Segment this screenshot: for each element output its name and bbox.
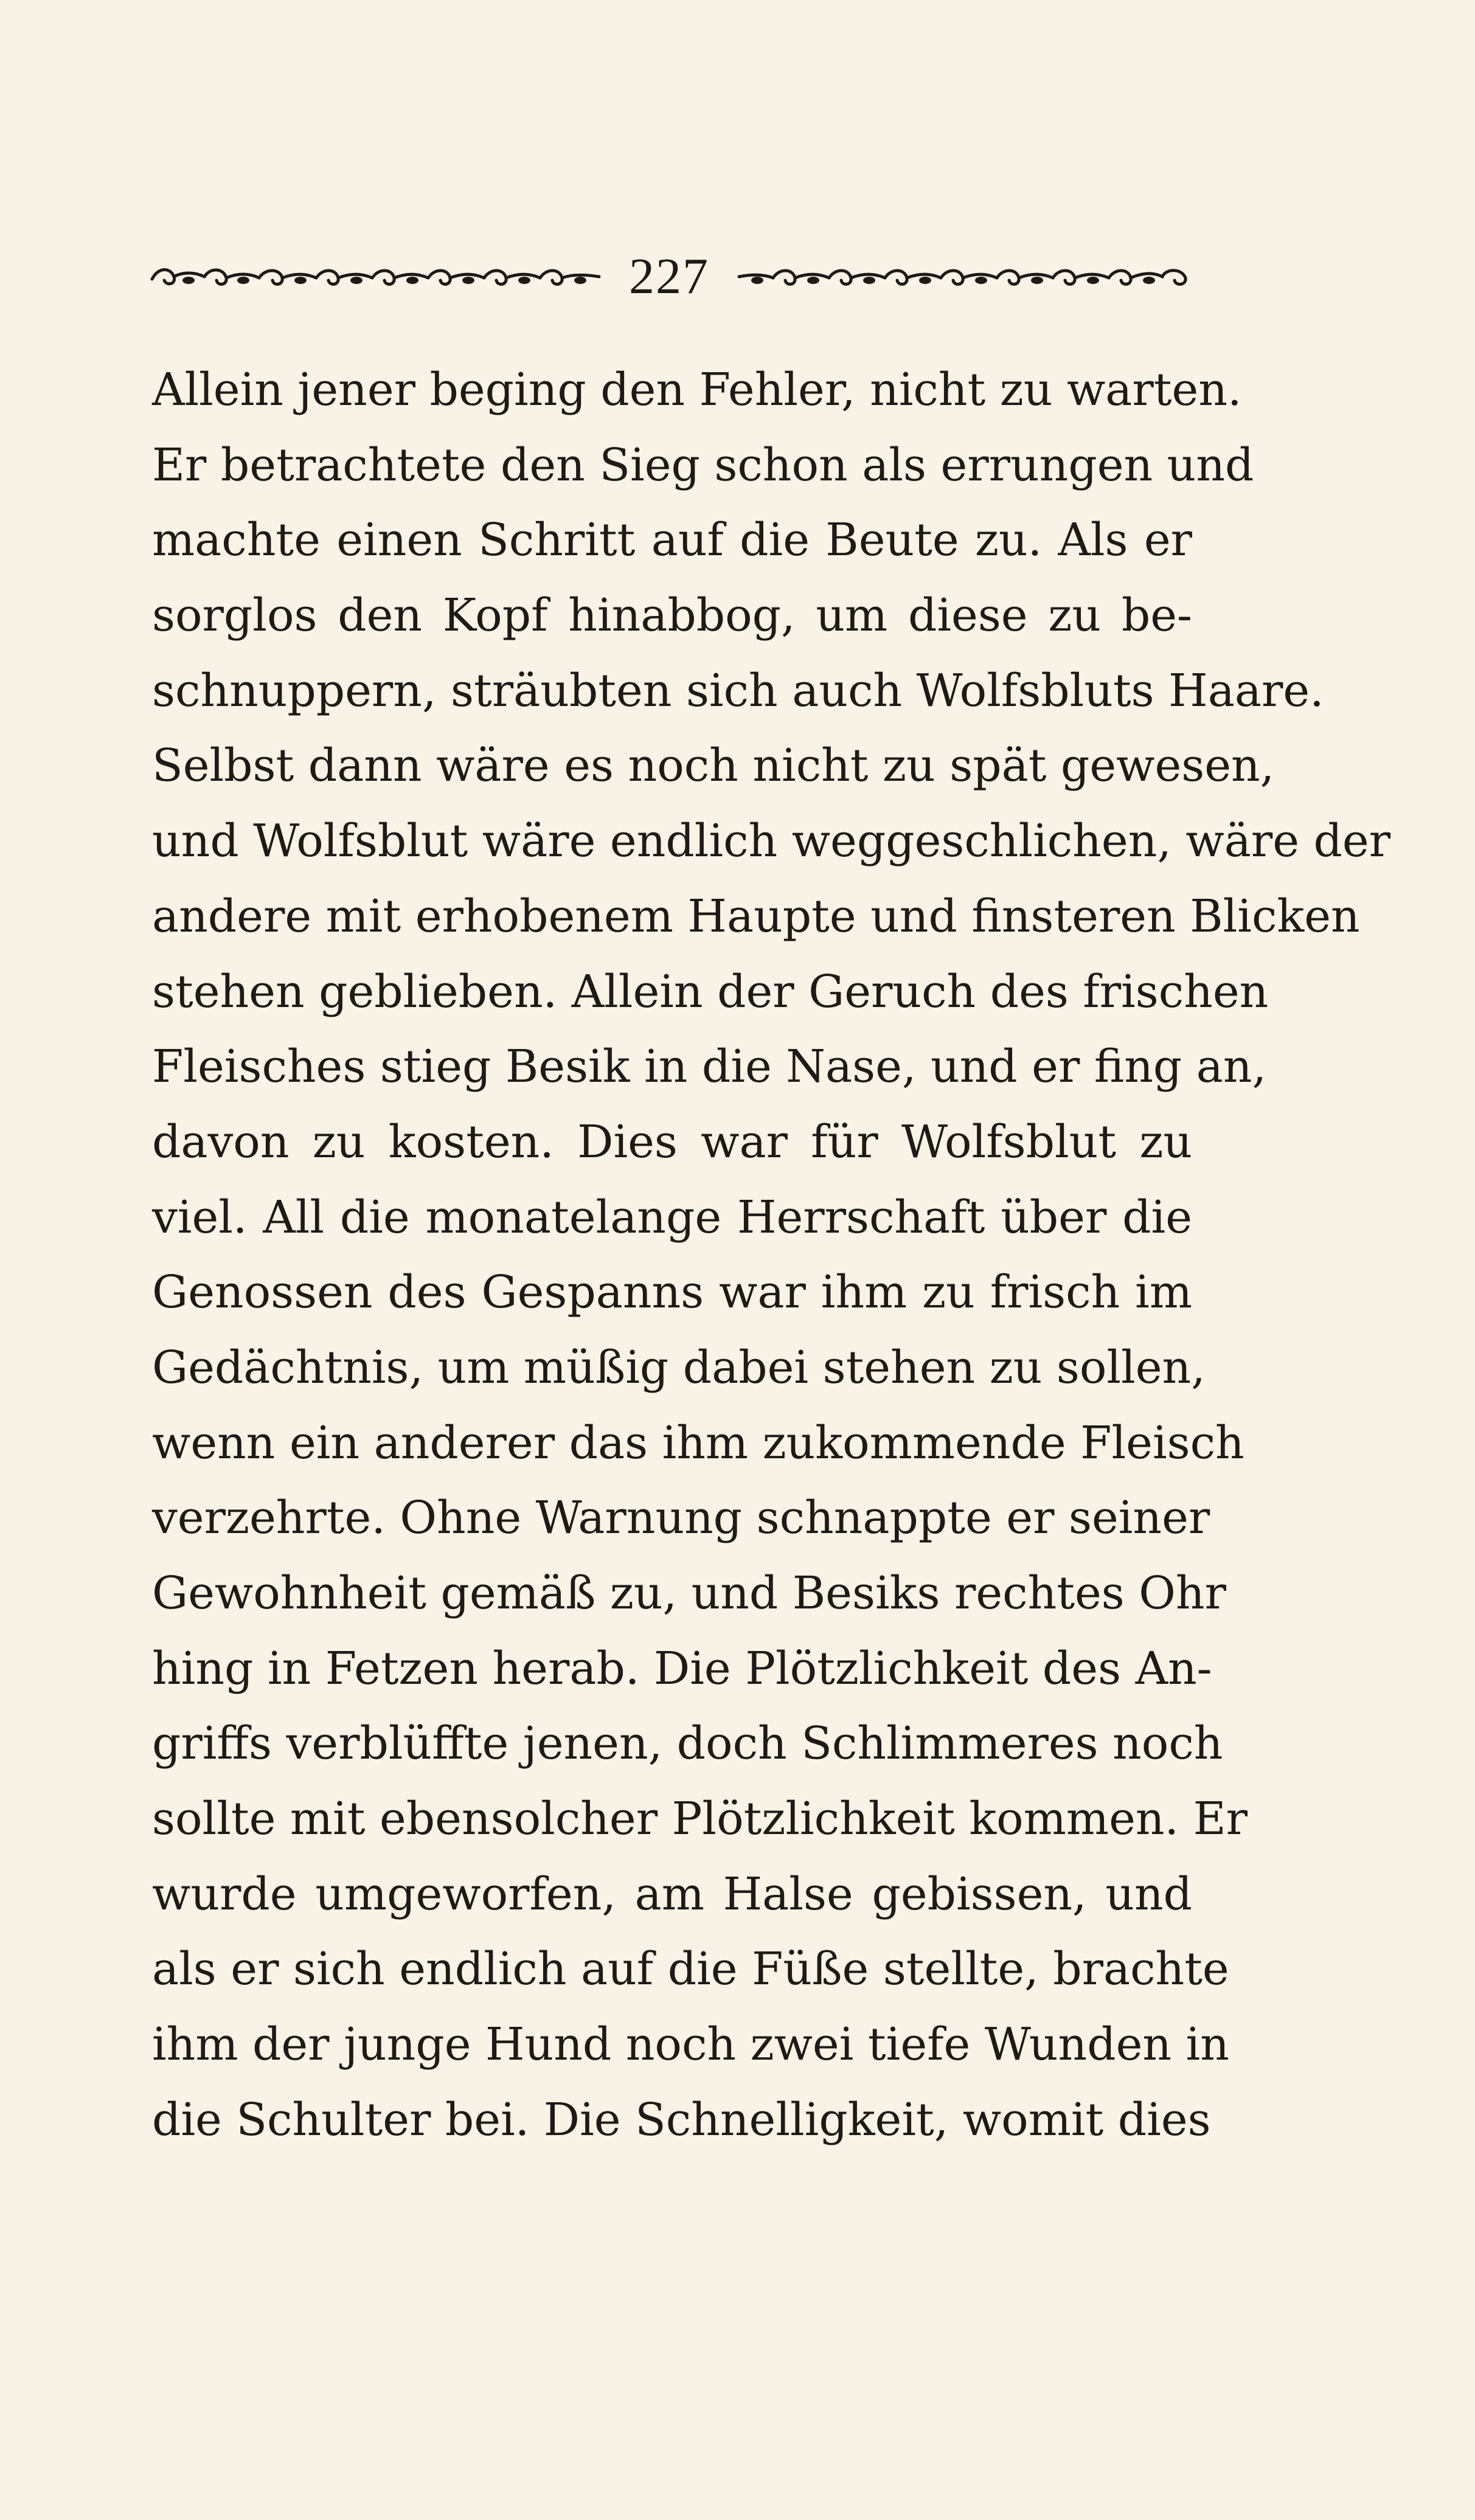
- text-line: Genossen des Gespanns war ihm zu frisch im: [152, 1266, 1192, 1319]
- text-line: verzehrte. Ohne Warnung schnappte er seiner: [152, 1492, 1210, 1545]
- text-line: die Schulter bei. Die Schnelligkeit, womit dies: [152, 2093, 1211, 2146]
- text-line: wurde umgeworfen, am Halse gebissen, und: [152, 1868, 1192, 1920]
- text-line: hing in Fetzen herab. Die Plötzlichkeit des An-: [152, 1642, 1212, 1695]
- text-line: Gewohnheit gemäß zu, und Besiks rechtes Ohr: [152, 1567, 1226, 1619]
- text-line: andere mit erhobenem Haupte und finsteren Blicken: [152, 890, 1360, 943]
- text-line: griffs verblüffte jenen, doch Schlimmeres noch: [152, 1717, 1223, 1770]
- text-line: Er betrachtete den Sieg schon als errungen und: [152, 438, 1254, 491]
- text-line: davon zu kosten. Dies war für Wolfsblut zu: [152, 1115, 1192, 1168]
- text-line: schnuppern, sträubten sich auch Wolfsbluts Haare.: [152, 664, 1324, 717]
- text-line: sorglos den Kopf hinabbog, um diese zu be-: [152, 589, 1192, 642]
- text-line: stehen geblieben. Allein der Geruch des frischen: [152, 965, 1269, 1018]
- page-header: [146, 240, 1192, 313]
- right-ornament-icon: [733, 258, 1192, 295]
- page-number: 227: [629, 248, 709, 305]
- text-line: Fleisches stieg Besik in die Nase, und er fing an,: [152, 1040, 1267, 1093]
- text-line: wenn ein anderer das ihm zukommende Fleisch: [152, 1416, 1244, 1469]
- text-line: machte einen Schritt auf die Beute zu. Als er: [152, 514, 1192, 567]
- left-ornament-icon: [146, 258, 605, 295]
- text-line: Selbst dann wäre es noch nicht zu spät gewesen,: [152, 739, 1275, 792]
- text-line: ihm der junge Hund noch zwei tiefe Wunden in: [152, 2018, 1229, 2071]
- text-line: Gedächtnis, um müßig dabei stehen zu sollen,: [152, 1341, 1206, 1394]
- text-line: Allein jener beging den Fehler, nicht zu warten.: [152, 364, 1242, 416]
- body-text: [152, 353, 1391, 2158]
- text-line: sollte mit ebensolcher Plötzlichkeit kommen. Er: [152, 1793, 1248, 1846]
- text-line: als er sich endlich auf die Füße stellte, brachte: [152, 1943, 1229, 1996]
- text-line: viel. All die monatelange Herrschaft über die: [152, 1191, 1192, 1244]
- text-line: und Wolfsblut wäre endlich weggeschlichen, wäre der: [152, 815, 1391, 868]
